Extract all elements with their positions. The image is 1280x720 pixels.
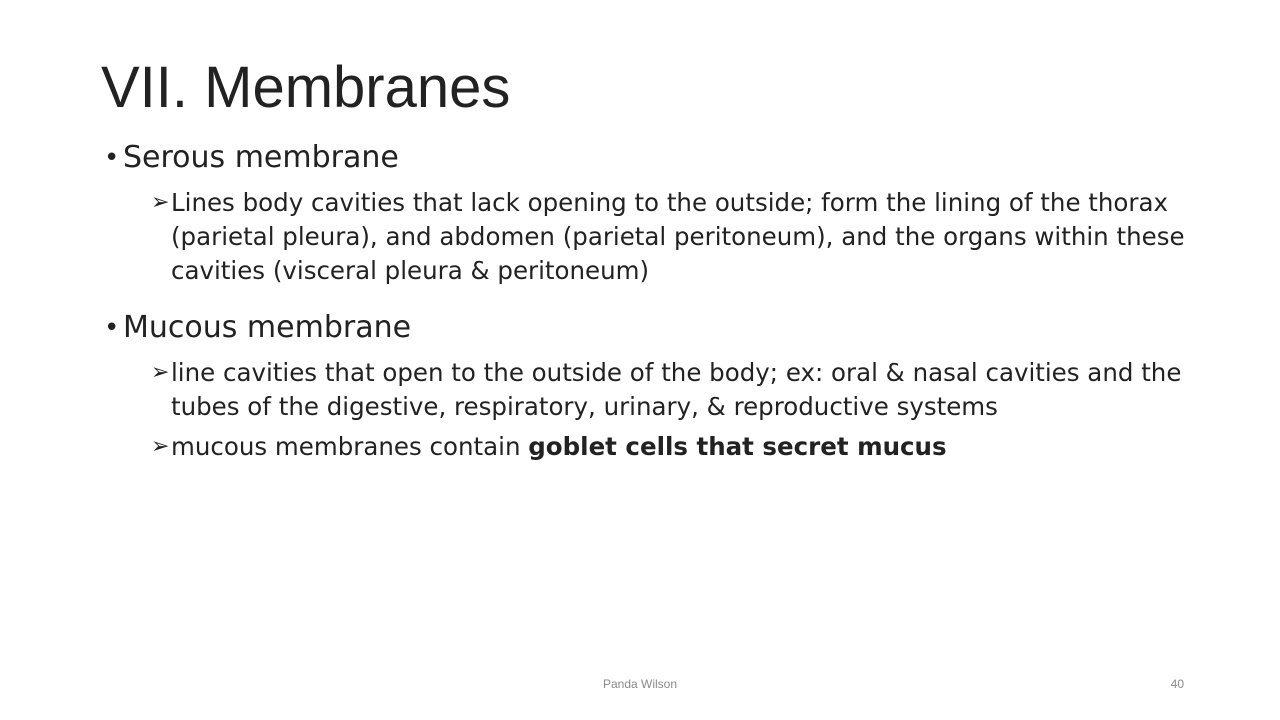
sub-bullet-text: Lines body cavities that lack opening to the outside; form the lining of the thorax (parietal pleura), and abdomen (parietal peritoneum), and the organs within these cavities (visceral pleura & peritoneum) [171,188,1185,285]
footer-author: Panda Wilson [602,677,678,691]
bullet-heading: Serous membrane [123,140,399,175]
slide-body [104,136,1194,470]
slide-title: VII. Membranes [101,55,511,120]
arrowhead-bullet-icon: ➢ [151,190,170,215]
sub-bullet-goblet-cells [151,430,1194,464]
arrowhead-bullet-icon: ➢ [151,360,170,385]
sub-bullet-text: line cavities that open to the outside of the body; ex: oral & nasal cavities and the tubes of the digestive, respiratory, urinary, & reproductive systems [171,358,1182,421]
bullet-serous-membrane [104,136,1194,180]
round-bullet-icon: • [104,313,120,343]
sub-bullet-mucous-description [151,356,1194,424]
sub-bullet-bold-text: goblet cells that secret mucus [528,432,947,461]
arrowhead-bullet-icon: ➢ [151,434,170,459]
sub-bullet-serous-description [151,186,1194,288]
bullet-heading: Mucous membrane [123,310,412,345]
round-bullet-icon: • [104,143,120,173]
sub-bullet-text: mucous membranes contain [171,432,529,461]
bullet-mucous-membrane [104,306,1194,350]
footer-page-number: 40 [1170,677,1184,691]
